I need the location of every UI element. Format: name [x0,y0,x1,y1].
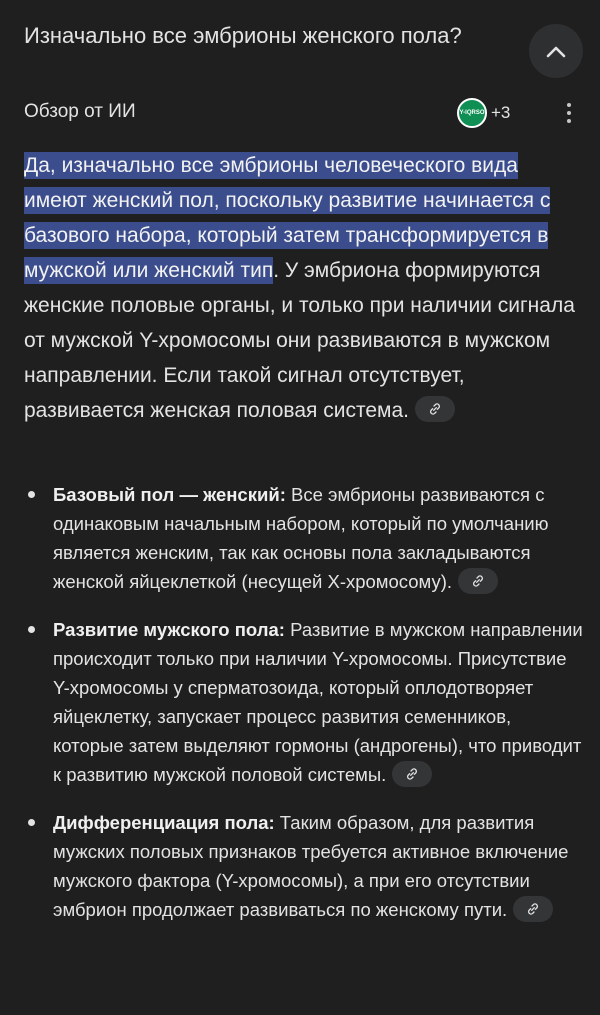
link-icon [404,766,420,782]
source-link-button[interactable] [392,761,432,787]
answer-text: У эмбриона формируются женские половые органы, и только при наличии сигнала от мужской Y-хромосомы они развиваются в мужском направлении. Если такой сигнал отсутствует, развивается женская половая система. [24,259,575,422]
bullet-text: Таким образом, для развития мужских половых признаков требуется активное включение мужского фактора (Y-хромосомы), а при его отсутствии эмбрион продолжает развиваться по женскому пути. [53,812,569,921]
source-logo[interactable] [457,98,487,128]
bullet-text: Все эмбрионы развиваются с одинаковым начальным набором, который по умолчанию является женским, так как основы пола закладываются женской яйцеклеткой (несущей X-хромосому). [53,484,549,592]
more-vert-icon [567,103,571,107]
question-title: Изначально все эмбрионы женского пола? [24,23,462,48]
ai-overview-label: Обзор от ИИ [24,101,136,122]
list-item [24,615,584,789]
source-count[interactable]: +3 [491,103,511,122]
link-icon [525,901,541,917]
link-icon [427,401,443,417]
source-link-button[interactable] [458,568,498,594]
bullet-term: Базовый пол — женский: [53,484,286,505]
list-item [24,808,584,924]
chevron-up-icon [546,44,566,58]
ai-overview-row [24,98,584,128]
bullet-dot [28,626,35,633]
bullet-dot [28,819,35,826]
highlighted-answer: Да, изначально все эмбрионы человеческого вида имеют женский пол, поскольку развитие начинается с базового набора, который затем трансформируется в мужской или женский тип [24,154,551,282]
link-icon [470,573,486,589]
answer-paragraph [24,148,586,428]
answer-bullet-list [24,480,584,943]
bullet-dot [28,491,35,498]
answer-period: . [273,259,280,282]
source-logo-text: Y-IQRSO [459,110,485,116]
more-options-button[interactable] [561,100,577,126]
source-link-button[interactable] [513,896,553,922]
bullet-term: Дифференциация пола: [53,812,275,834]
bullet-text: Развитие в мужском направлении происходит только при наличии Y-хромосомы. Присутствие Y-хромосомы у сперматозоида, который оплодотворяет яйцеклетку, запускает процесс развития семенников, которые затем выделяют гормоны (андрогены), что приводит к развитию мужской половой системы. [53,619,583,786]
bullet-term: Развитие мужского пола: [53,619,285,641]
collapse-button[interactable] [529,24,583,78]
source-link-button[interactable] [415,396,455,422]
list-item [24,480,584,596]
question-header [24,20,464,51]
